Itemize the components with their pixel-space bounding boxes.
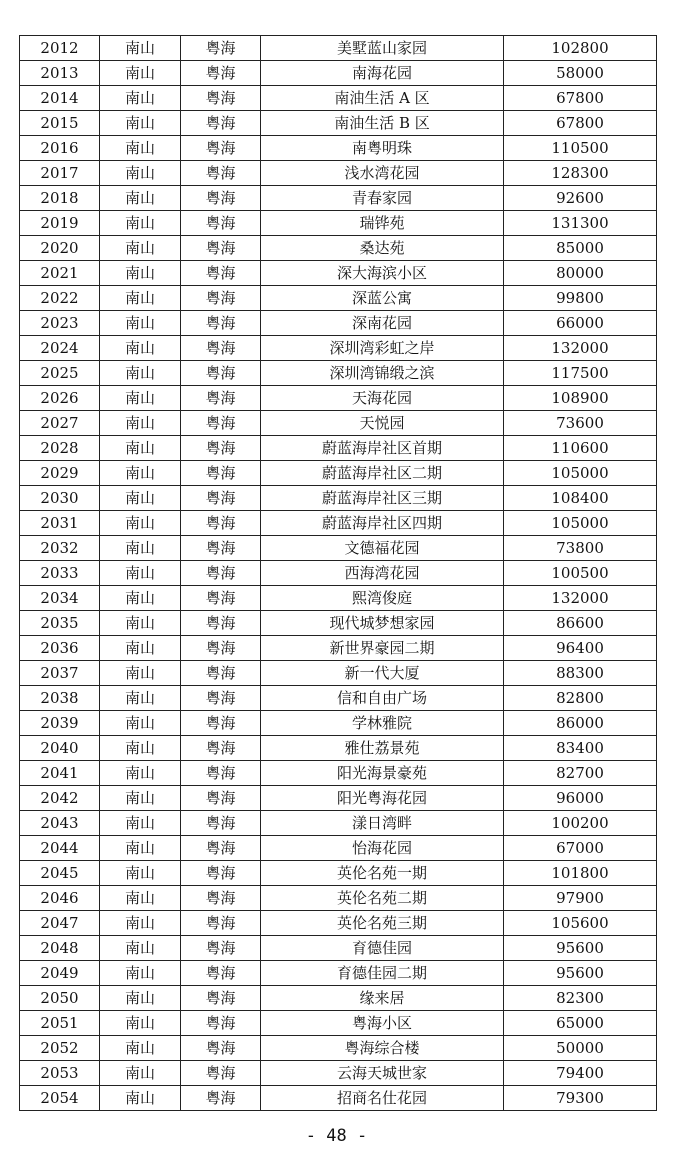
row-number-cell: 2049 bbox=[20, 961, 100, 986]
table-row bbox=[20, 436, 657, 461]
reference-price-cell: 102800 bbox=[504, 36, 657, 61]
reference-price-cell: 100500 bbox=[504, 561, 657, 586]
reference-price-cell: 80000 bbox=[504, 261, 657, 286]
table-row bbox=[20, 961, 657, 986]
row-number-cell: 2033 bbox=[20, 561, 100, 586]
district-cell: 南山 bbox=[100, 386, 181, 411]
reference-price-cell: 92600 bbox=[504, 186, 657, 211]
community-name-cell: 南油生活 B 区 bbox=[261, 111, 504, 136]
community-name-cell: 青春家园 bbox=[261, 186, 504, 211]
street-cell: 粤海 bbox=[181, 636, 261, 661]
district-cell: 南山 bbox=[100, 711, 181, 736]
district-cell: 南山 bbox=[100, 736, 181, 761]
row-number-cell: 2048 bbox=[20, 936, 100, 961]
street-cell: 粤海 bbox=[181, 336, 261, 361]
row-number-cell: 2024 bbox=[20, 336, 100, 361]
street-cell: 粤海 bbox=[181, 911, 261, 936]
reference-price-cell: 79400 bbox=[504, 1061, 657, 1086]
table-row bbox=[20, 611, 657, 636]
reference-price-cell: 85000 bbox=[504, 236, 657, 261]
reference-price-cell: 82800 bbox=[504, 686, 657, 711]
table-row bbox=[20, 1036, 657, 1061]
table-row bbox=[20, 736, 657, 761]
district-cell: 南山 bbox=[100, 611, 181, 636]
community-name-cell: 阳光粤海花园 bbox=[261, 786, 504, 811]
community-name-cell: 缘来居 bbox=[261, 986, 504, 1011]
community-name-cell: 信和自由广场 bbox=[261, 686, 504, 711]
reference-price-cell: 105600 bbox=[504, 911, 657, 936]
table-row bbox=[20, 986, 657, 1011]
street-cell: 粤海 bbox=[181, 261, 261, 286]
row-number-cell: 2042 bbox=[20, 786, 100, 811]
row-number-cell: 2036 bbox=[20, 636, 100, 661]
reference-price-cell: 128300 bbox=[504, 161, 657, 186]
reference-price-cell: 50000 bbox=[504, 1036, 657, 1061]
district-cell: 南山 bbox=[100, 211, 181, 236]
reference-price-cell: 117500 bbox=[504, 361, 657, 386]
table-row bbox=[20, 1061, 657, 1086]
street-cell: 粤海 bbox=[181, 186, 261, 211]
table-row bbox=[20, 186, 657, 211]
table-row bbox=[20, 711, 657, 736]
row-number-cell: 2023 bbox=[20, 311, 100, 336]
reference-price-cell: 110500 bbox=[504, 136, 657, 161]
street-cell: 粤海 bbox=[181, 686, 261, 711]
row-number-cell: 2012 bbox=[20, 36, 100, 61]
community-name-cell: 南油生活 A 区 bbox=[261, 86, 504, 111]
street-cell: 粤海 bbox=[181, 936, 261, 961]
reference-price-cell: 73800 bbox=[504, 536, 657, 561]
street-cell: 粤海 bbox=[181, 486, 261, 511]
district-cell: 南山 bbox=[100, 586, 181, 611]
table-row bbox=[20, 586, 657, 611]
community-name-cell: 怡海花园 bbox=[261, 836, 504, 861]
table-row bbox=[20, 211, 657, 236]
row-number-cell: 2028 bbox=[20, 436, 100, 461]
street-cell: 粤海 bbox=[181, 986, 261, 1011]
row-number-cell: 2047 bbox=[20, 911, 100, 936]
reference-price-cell: 132000 bbox=[504, 336, 657, 361]
reference-price-cell: 96400 bbox=[504, 636, 657, 661]
table-row bbox=[20, 461, 657, 486]
row-number-cell: 2017 bbox=[20, 161, 100, 186]
row-number-cell: 2027 bbox=[20, 411, 100, 436]
district-cell: 南山 bbox=[100, 1036, 181, 1061]
table-row bbox=[20, 486, 657, 511]
district-cell: 南山 bbox=[100, 836, 181, 861]
table-row bbox=[20, 411, 657, 436]
table-row bbox=[20, 786, 657, 811]
table-row bbox=[20, 836, 657, 861]
table-row bbox=[20, 286, 657, 311]
community-name-cell: 西海湾花园 bbox=[261, 561, 504, 586]
row-number-cell: 2025 bbox=[20, 361, 100, 386]
row-number-cell: 2020 bbox=[20, 236, 100, 261]
table-row bbox=[20, 636, 657, 661]
district-cell: 南山 bbox=[100, 936, 181, 961]
community-name-cell: 天海花园 bbox=[261, 386, 504, 411]
table-row bbox=[20, 136, 657, 161]
row-number-cell: 2034 bbox=[20, 586, 100, 611]
community-name-cell: 漾日湾畔 bbox=[261, 811, 504, 836]
community-name-cell: 育德佳园二期 bbox=[261, 961, 504, 986]
district-cell: 南山 bbox=[100, 986, 181, 1011]
street-cell: 粤海 bbox=[181, 611, 261, 636]
street-cell: 粤海 bbox=[181, 411, 261, 436]
district-cell: 南山 bbox=[100, 961, 181, 986]
row-number-cell: 2014 bbox=[20, 86, 100, 111]
community-name-cell: 学林雅院 bbox=[261, 711, 504, 736]
community-name-cell: 蔚蓝海岸社区三期 bbox=[261, 486, 504, 511]
street-cell: 粤海 bbox=[181, 36, 261, 61]
reference-price-cell: 99800 bbox=[504, 286, 657, 311]
community-name-cell: 深圳湾锦缎之滨 bbox=[261, 361, 504, 386]
reference-price-cell: 96000 bbox=[504, 786, 657, 811]
table-row bbox=[20, 761, 657, 786]
community-name-cell: 美墅蓝山家园 bbox=[261, 36, 504, 61]
row-number-cell: 2019 bbox=[20, 211, 100, 236]
community-name-cell: 桑达苑 bbox=[261, 236, 504, 261]
reference-price-cell: 82700 bbox=[504, 761, 657, 786]
table-row bbox=[20, 86, 657, 111]
district-cell: 南山 bbox=[100, 436, 181, 461]
row-number-cell: 2045 bbox=[20, 861, 100, 886]
street-cell: 粤海 bbox=[181, 711, 261, 736]
district-cell: 南山 bbox=[100, 136, 181, 161]
row-number-cell: 2029 bbox=[20, 461, 100, 486]
row-number-cell: 2021 bbox=[20, 261, 100, 286]
row-number-cell: 2046 bbox=[20, 886, 100, 911]
row-number-cell: 2050 bbox=[20, 986, 100, 1011]
community-name-cell: 英伦名苑三期 bbox=[261, 911, 504, 936]
street-cell: 粤海 bbox=[181, 511, 261, 536]
community-name-cell: 英伦名苑一期 bbox=[261, 861, 504, 886]
community-name-cell: 新世界豪园二期 bbox=[261, 636, 504, 661]
street-cell: 粤海 bbox=[181, 311, 261, 336]
street-cell: 粤海 bbox=[181, 361, 261, 386]
row-number-cell: 2051 bbox=[20, 1011, 100, 1036]
street-cell: 粤海 bbox=[181, 1086, 261, 1111]
street-cell: 粤海 bbox=[181, 236, 261, 261]
community-name-cell: 深蓝公寓 bbox=[261, 286, 504, 311]
row-number-cell: 2018 bbox=[20, 186, 100, 211]
reference-price-cell: 105000 bbox=[504, 511, 657, 536]
street-cell: 粤海 bbox=[181, 736, 261, 761]
community-name-cell: 蔚蓝海岸社区二期 bbox=[261, 461, 504, 486]
district-cell: 南山 bbox=[100, 261, 181, 286]
community-name-cell: 英伦名苑二期 bbox=[261, 886, 504, 911]
table-row bbox=[20, 386, 657, 411]
district-cell: 南山 bbox=[100, 811, 181, 836]
community-name-cell: 浅水湾花园 bbox=[261, 161, 504, 186]
reference-price-cell: 65000 bbox=[504, 1011, 657, 1036]
table-row bbox=[20, 311, 657, 336]
reference-price-cell: 83400 bbox=[504, 736, 657, 761]
reference-price-cell: 97900 bbox=[504, 886, 657, 911]
community-name-cell: 招商名仕花园 bbox=[261, 1086, 504, 1111]
street-cell: 粤海 bbox=[181, 661, 261, 686]
district-cell: 南山 bbox=[100, 511, 181, 536]
table-body bbox=[20, 36, 657, 1111]
street-cell: 粤海 bbox=[181, 461, 261, 486]
district-cell: 南山 bbox=[100, 486, 181, 511]
district-cell: 南山 bbox=[100, 561, 181, 586]
street-cell: 粤海 bbox=[181, 861, 261, 886]
reference-price-cell: 101800 bbox=[504, 861, 657, 886]
reference-price-cell: 86000 bbox=[504, 711, 657, 736]
street-cell: 粤海 bbox=[181, 86, 261, 111]
table-row bbox=[20, 61, 657, 86]
reference-price-cell: 66000 bbox=[504, 311, 657, 336]
reference-price-cell: 67800 bbox=[504, 86, 657, 111]
district-cell: 南山 bbox=[100, 286, 181, 311]
street-cell: 粤海 bbox=[181, 761, 261, 786]
table-row bbox=[20, 861, 657, 886]
reference-price-cell: 79300 bbox=[504, 1086, 657, 1111]
row-number-cell: 2026 bbox=[20, 386, 100, 411]
district-cell: 南山 bbox=[100, 461, 181, 486]
price-table bbox=[19, 35, 657, 1111]
row-number-cell: 2041 bbox=[20, 761, 100, 786]
table-row bbox=[20, 1011, 657, 1036]
table-row bbox=[20, 336, 657, 361]
row-number-cell: 2044 bbox=[20, 836, 100, 861]
community-name-cell: 深南花园 bbox=[261, 311, 504, 336]
district-cell: 南山 bbox=[100, 186, 181, 211]
table-row bbox=[20, 661, 657, 686]
row-number-cell: 2040 bbox=[20, 736, 100, 761]
district-cell: 南山 bbox=[100, 536, 181, 561]
district-cell: 南山 bbox=[100, 1061, 181, 1086]
reference-price-cell: 86600 bbox=[504, 611, 657, 636]
row-number-cell: 2039 bbox=[20, 711, 100, 736]
street-cell: 粤海 bbox=[181, 1011, 261, 1036]
district-cell: 南山 bbox=[100, 661, 181, 686]
row-number-cell: 2037 bbox=[20, 661, 100, 686]
row-number-cell: 2015 bbox=[20, 111, 100, 136]
street-cell: 粤海 bbox=[181, 786, 261, 811]
reference-price-cell: 95600 bbox=[504, 961, 657, 986]
community-name-cell: 南粤明珠 bbox=[261, 136, 504, 161]
street-cell: 粤海 bbox=[181, 586, 261, 611]
table-row bbox=[20, 886, 657, 911]
community-name-cell: 新一代大厦 bbox=[261, 661, 504, 686]
district-cell: 南山 bbox=[100, 61, 181, 86]
table-row bbox=[20, 936, 657, 961]
district-cell: 南山 bbox=[100, 636, 181, 661]
table-row bbox=[20, 361, 657, 386]
street-cell: 粤海 bbox=[181, 111, 261, 136]
table-row bbox=[20, 36, 657, 61]
community-name-cell: 蔚蓝海岸社区四期 bbox=[261, 511, 504, 536]
street-cell: 粤海 bbox=[181, 161, 261, 186]
table-row bbox=[20, 236, 657, 261]
reference-price-cell: 105000 bbox=[504, 461, 657, 486]
district-cell: 南山 bbox=[100, 761, 181, 786]
row-number-cell: 2016 bbox=[20, 136, 100, 161]
district-cell: 南山 bbox=[100, 311, 181, 336]
row-number-cell: 2054 bbox=[20, 1086, 100, 1111]
community-name-cell: 阳光海景豪苑 bbox=[261, 761, 504, 786]
table-row bbox=[20, 261, 657, 286]
table-row bbox=[20, 911, 657, 936]
reference-price-cell: 110600 bbox=[504, 436, 657, 461]
street-cell: 粤海 bbox=[181, 211, 261, 236]
reference-price-cell: 100200 bbox=[504, 811, 657, 836]
street-cell: 粤海 bbox=[181, 961, 261, 986]
district-cell: 南山 bbox=[100, 1086, 181, 1111]
row-number-cell: 2013 bbox=[20, 61, 100, 86]
community-name-cell: 熙湾俊庭 bbox=[261, 586, 504, 611]
row-number-cell: 2022 bbox=[20, 286, 100, 311]
table-row bbox=[20, 561, 657, 586]
community-name-cell: 现代城梦想家园 bbox=[261, 611, 504, 636]
district-cell: 南山 bbox=[100, 336, 181, 361]
district-cell: 南山 bbox=[100, 686, 181, 711]
table-row bbox=[20, 536, 657, 561]
street-cell: 粤海 bbox=[181, 561, 261, 586]
street-cell: 粤海 bbox=[181, 1036, 261, 1061]
street-cell: 粤海 bbox=[181, 61, 261, 86]
district-cell: 南山 bbox=[100, 1011, 181, 1036]
community-name-cell: 瑞铧苑 bbox=[261, 211, 504, 236]
row-number-cell: 2031 bbox=[20, 511, 100, 536]
district-cell: 南山 bbox=[100, 411, 181, 436]
community-name-cell: 粤海综合楼 bbox=[261, 1036, 504, 1061]
community-name-cell: 粤海小区 bbox=[261, 1011, 504, 1036]
reference-price-cell: 88300 bbox=[504, 661, 657, 686]
reference-price-cell: 82300 bbox=[504, 986, 657, 1011]
row-number-cell: 2030 bbox=[20, 486, 100, 511]
row-number-cell: 2038 bbox=[20, 686, 100, 711]
reference-price-cell: 95600 bbox=[504, 936, 657, 961]
table-row bbox=[20, 161, 657, 186]
table-row bbox=[20, 686, 657, 711]
community-name-cell: 育德佳园 bbox=[261, 936, 504, 961]
community-name-cell: 深大海滨小区 bbox=[261, 261, 504, 286]
district-cell: 南山 bbox=[100, 886, 181, 911]
reference-price-cell: 67800 bbox=[504, 111, 657, 136]
street-cell: 粤海 bbox=[181, 136, 261, 161]
street-cell: 粤海 bbox=[181, 386, 261, 411]
row-number-cell: 2035 bbox=[20, 611, 100, 636]
district-cell: 南山 bbox=[100, 111, 181, 136]
reference-price-cell: 132000 bbox=[504, 586, 657, 611]
reference-price-cell: 73600 bbox=[504, 411, 657, 436]
community-name-cell: 深圳湾彩虹之岸 bbox=[261, 336, 504, 361]
street-cell: 粤海 bbox=[181, 1061, 261, 1086]
table-row bbox=[20, 111, 657, 136]
street-cell: 粤海 bbox=[181, 536, 261, 561]
street-cell: 粤海 bbox=[181, 836, 261, 861]
row-number-cell: 2043 bbox=[20, 811, 100, 836]
row-number-cell: 2053 bbox=[20, 1061, 100, 1086]
community-name-cell: 天悦园 bbox=[261, 411, 504, 436]
table-row bbox=[20, 511, 657, 536]
district-cell: 南山 bbox=[100, 786, 181, 811]
district-cell: 南山 bbox=[100, 911, 181, 936]
community-name-cell: 云海天城世家 bbox=[261, 1061, 504, 1086]
community-name-cell: 文德福花园 bbox=[261, 536, 504, 561]
community-name-cell: 蔚蓝海岸社区首期 bbox=[261, 436, 504, 461]
community-name-cell: 南海花园 bbox=[261, 61, 504, 86]
street-cell: 粤海 bbox=[181, 886, 261, 911]
reference-price-cell: 108400 bbox=[504, 486, 657, 511]
reference-price-cell: 131300 bbox=[504, 211, 657, 236]
district-cell: 南山 bbox=[100, 361, 181, 386]
table-row bbox=[20, 811, 657, 836]
street-cell: 粤海 bbox=[181, 436, 261, 461]
district-cell: 南山 bbox=[100, 161, 181, 186]
district-cell: 南山 bbox=[100, 36, 181, 61]
community-name-cell: 雅仕荔景苑 bbox=[261, 736, 504, 761]
page-number: - 48 - bbox=[305, 1126, 368, 1146]
reference-price-cell: 58000 bbox=[504, 61, 657, 86]
reference-price-cell: 67000 bbox=[504, 836, 657, 861]
district-cell: 南山 bbox=[100, 86, 181, 111]
street-cell: 粤海 bbox=[181, 286, 261, 311]
district-cell: 南山 bbox=[100, 861, 181, 886]
street-cell: 粤海 bbox=[181, 811, 261, 836]
reference-price-cell: 108900 bbox=[504, 386, 657, 411]
district-cell: 南山 bbox=[100, 236, 181, 261]
table-row bbox=[20, 1086, 657, 1111]
row-number-cell: 2052 bbox=[20, 1036, 100, 1061]
row-number-cell: 2032 bbox=[20, 536, 100, 561]
